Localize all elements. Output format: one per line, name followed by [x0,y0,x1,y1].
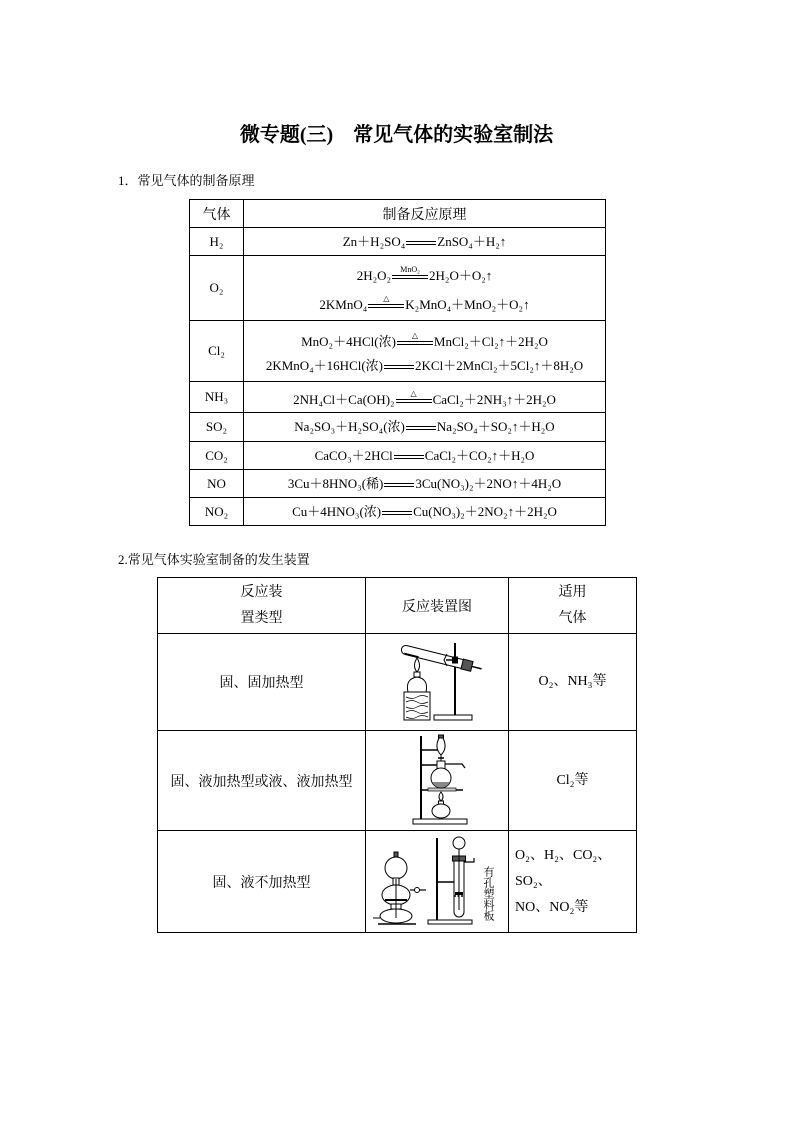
equation [244,230,605,254]
table-row [190,321,606,382]
gas-name: CO₂ [190,442,244,470]
equation [244,444,605,468]
table-row [190,413,606,442]
header-line: 气体 [558,610,587,626]
equation [244,325,605,354]
equation-reactants: MnO₂＋4HCl(浓) [301,333,396,349]
lamp-body [407,677,426,692]
table-row [190,442,606,470]
table-row [190,228,606,256]
reaction-condition: △ [411,330,418,340]
perforated-plate-label: 有孔塑料板 [482,865,494,921]
equals-sign [384,365,414,369]
equals-sign [392,265,428,279]
equation [244,500,605,524]
gases-line: NO、NO₂等 [515,899,589,915]
equals-sign [368,294,404,308]
reaction-condition: △ [410,388,417,398]
applicable-gases [509,731,637,831]
equation-products: 3Cu(NO₃)₂＋2NO↑＋4H₂O [415,475,562,491]
equation-reactants: 2NH₄Cl＋Ca(OH)₂ [293,391,395,407]
apparatus-diagram-cell [366,634,509,731]
equation-reactants: 2H₂O₂ [356,268,392,283]
equation-reactants: Cu＋4HNO₃(浓) [292,503,382,519]
lamp-flame [439,792,443,801]
simple-generator [453,837,475,917]
kipp-stopcock [415,887,420,892]
reaction-cell [244,228,606,256]
equation-products: Na₂SO₄＋SO₂↑＋H₂O [436,419,555,434]
reaction-cell [244,442,606,470]
clamp-boss [453,657,458,663]
header-diagram: 反应装置图 [366,578,509,634]
equation-reactants: Na₂SO₃＋H₂SO₄(浓) [294,419,405,434]
applicable-gases [509,831,637,933]
stand-base [428,920,472,924]
equation-products: ZnSO₄＋H₂↑ [437,233,507,249]
header-apparatus-type [158,578,366,634]
header-line: 置类型 [240,610,283,626]
apparatus-diagram-cell [366,731,509,831]
delivery-tube [472,666,482,668]
delivery-tube [445,764,465,768]
table-header-row [158,578,637,634]
equals-sign [384,483,414,487]
table-row [158,634,637,731]
gases-line: O₂、H₂、CO₂、SO₂、 [515,847,612,889]
header-line: 适用 [558,584,587,600]
kipp-generator [373,852,426,924]
gas-name: Cl₂ [190,321,244,382]
apparatus-type: 固、液加热型或液、液加热型 [158,731,366,831]
equation [244,383,605,412]
gas-name: H₂ [190,228,244,256]
equation-products: K₂MnO₄＋MnO₂＋O₂↑ [405,297,530,312]
equation-products: CaCl₂＋2NH₃↑＋2H₂O [432,391,556,407]
diagram-wrap [366,832,509,932]
applicable-gases [509,634,637,731]
test-tube [400,644,482,674]
equals-sign [406,241,436,245]
kipp-top-knob [394,852,398,857]
equation [244,288,605,317]
equation-reactants: 3Cu＋8HNO₃(稀) [287,475,384,491]
table-header-row [190,200,606,228]
gas-name: NO [190,470,244,498]
gas-name: SO₂ [190,413,244,442]
equals-sign [397,330,433,345]
equals-sign [396,388,432,403]
table-row [190,382,606,413]
lamp-wick-holder [414,672,420,677]
wooden-block [404,692,430,720]
reaction-cell [244,470,606,498]
equation [244,259,605,288]
equation-products: 2H₂O＋O₂↑ [429,268,493,283]
apparatus-type: 固、液不加热型 [158,831,366,933]
table-row [158,831,637,933]
gas-name: O₂ [190,256,244,321]
reaction-condition: △ [383,294,390,304]
equation-products: 2KCl＋2MnCl₂＋5Cl₂↑＋8H₂O [415,357,584,373]
equation-products: CaCl₂＋CO₂↑＋H₂O [424,447,535,463]
equals-sign [406,426,436,430]
gas-preparation-principle-table [189,199,606,526]
tube-stopper [461,659,473,671]
table-row [158,731,637,831]
equation-products: Cu(NO₃)₂＋2NO₂↑＋2H₂O [413,503,557,519]
generation-apparatus-table [157,577,637,933]
equation-products: MnCl₂＋Cl₂↑＋2H₂O [433,333,548,349]
section2-heading: 2.常见气体实验室制备的发生装置 [118,552,310,567]
funnel-bulb [437,738,445,755]
reaction-cell [244,256,606,321]
stand-base [434,715,472,720]
equation-reactants: 2KMnO₄ [319,297,368,312]
solid-granules [455,892,463,895]
lamp-flame [415,658,420,672]
reaction-cell [244,321,606,382]
gas-name: NO₂ [190,498,244,526]
section1-heading: 1．常见气体的制备原理 [118,173,255,188]
kipp-granules [385,899,407,901]
flask-liquid [432,782,450,788]
equation [244,415,605,439]
table-row [190,470,606,498]
reaction-condition: MnO₂ [400,265,420,275]
equals-sign [382,511,412,515]
equation [244,354,605,378]
page-title: 微专题(三) 常见气体的实验室制法 [239,124,554,146]
apparatus-type: 固、固加热型 [158,634,366,731]
solid-solid-heating-apparatus [366,635,509,730]
long-neck-funnel-bulb [453,837,465,849]
reaction-cell [244,413,606,442]
equation-reactants: Zn＋H₂SO₄ [342,233,406,249]
table-row [190,498,606,526]
diagram-wrap [366,635,509,730]
gases-line: Cl₂等 [556,772,589,788]
alcohol-lamp [432,792,450,818]
reaction-cell [244,382,606,413]
gases-line: O₂、NH₃等 [538,674,607,689]
alcohol-lamp [407,658,426,692]
equals-sign [394,455,424,459]
kipp-top-bulb [385,857,407,879]
equation-reactants: CaCO₃＋2HCl [314,447,393,463]
equation-reactants: 2KMnO₄＋16HCl(浓) [265,357,384,373]
header-principle: 制备反应原理 [244,200,606,228]
header-line: 反应装 [240,584,283,600]
solid-liquid-heating-apparatus [366,732,509,830]
reaction-cell [244,498,606,526]
diagram-wrap [366,732,509,830]
iron-stand [428,838,472,924]
header-applicable-gases [509,578,637,634]
apparatus-diagram-cell [366,831,509,933]
gas-name: NH₃ [190,382,244,413]
header-gas: 气体 [190,200,244,228]
table-row [190,256,606,321]
lamp-body [432,804,450,818]
stand-base [413,819,467,824]
equation [244,472,605,496]
